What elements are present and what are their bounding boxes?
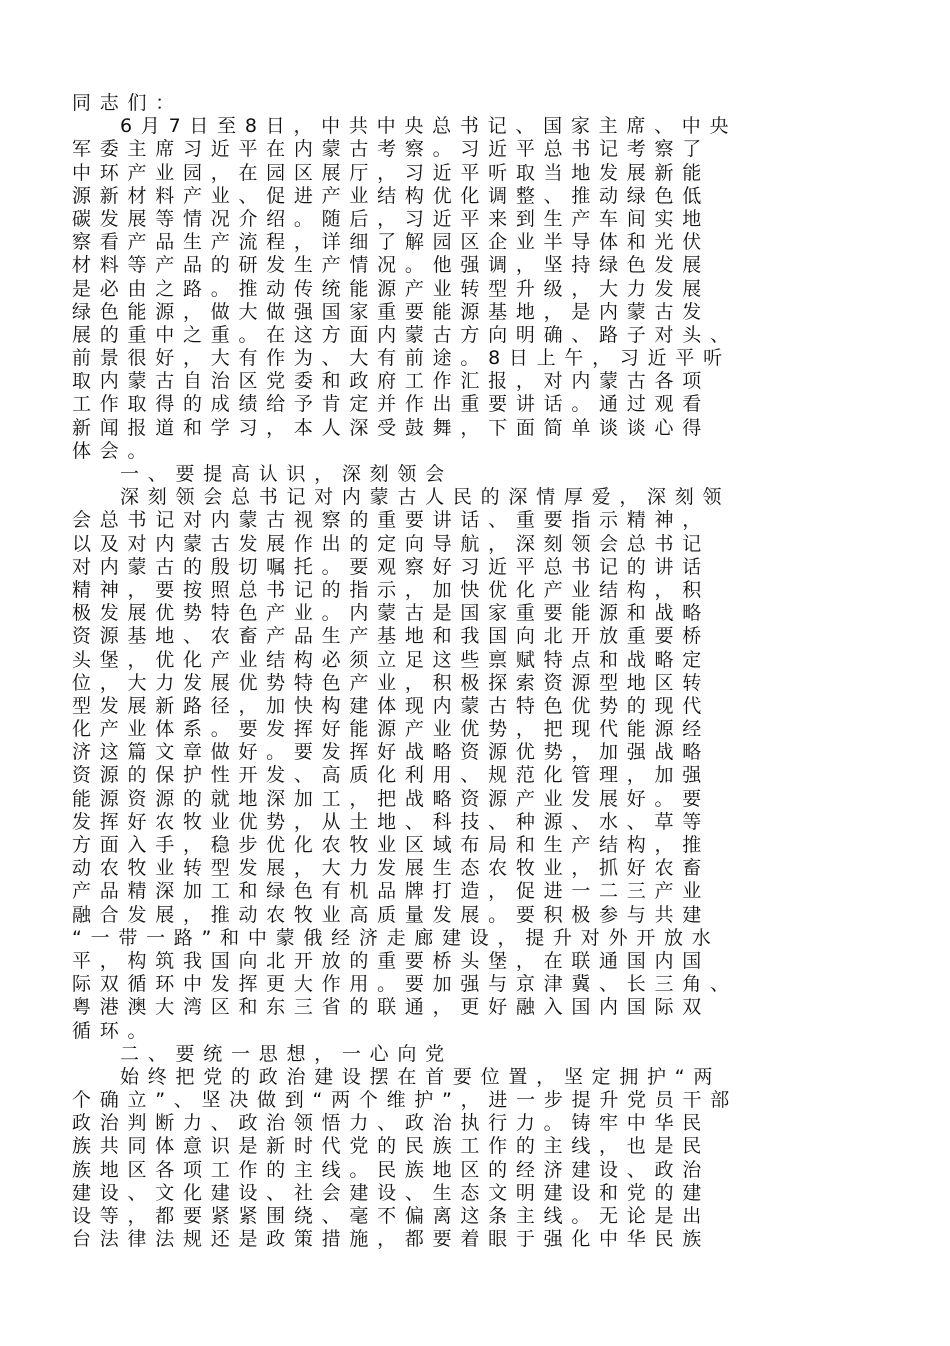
text-line: 资源的保护性开发、高质化利用、规范化管理，加强	[72, 764, 711, 787]
text-line: 族地区各项工作的主线。民族地区的经济建设、政治	[72, 1158, 711, 1181]
text-line: 资源基地、农畜产品生产基地和我国向北开放重要桥	[72, 625, 711, 648]
text-line: 工作取得的成绩给予肯定并作出重要讲话。通过观看	[72, 393, 711, 416]
text-line: 6月7日至8日，中共中央总书记、国家主席、中央	[120, 115, 738, 138]
text-line: 粤港澳大湾区和东三省的联通，更好融入国内国际双	[72, 996, 711, 1019]
text-line: 碳发展等情况介绍。随后，习近平来到生产车间实地	[72, 207, 711, 230]
text-line: 设等，都要紧紧围绕、毫不偏离这条主线。无论是出	[72, 1205, 711, 1227]
text-line: 材料等产品的研发生产情况。他强调，坚持绿色发展	[72, 254, 711, 277]
text-line: 平，构筑我国向北开放的重要桥头堡，在联通国内国	[72, 949, 711, 972]
text-line: 察看产品生产流程，详细了解园区企业半导体和光伏	[72, 231, 711, 254]
text-line: 型发展新路径，加快构建体现内蒙古特色优势的现代	[72, 694, 711, 717]
section-heading-1: 一、要提高认识，深刻领会	[120, 463, 453, 485]
salutation: 同志们：	[72, 92, 183, 114]
document-body	[72, 92, 872, 1251]
text-line: 位，大力发展优势特色产业，积极探索资源型地区转	[72, 671, 711, 694]
text-line: 个确立”、坚决做到“两个维护”，进一步提升党员干部	[72, 1089, 739, 1112]
text-line: 极发展优势特色产业。内蒙古是国家重要能源和战略	[72, 602, 711, 625]
text-line: 中环产业园，在园区展厅，习近平听取当地发展新能	[72, 161, 711, 184]
text-line: 对内蒙古的殷切嘱托。要观察好习近平总书记的讲话	[72, 555, 711, 578]
text-line: 绿色能源，做大做强国家重要能源基地，是内蒙古发	[72, 300, 711, 323]
text-line: 前景很好，大有作为、大有前途。8日上午，习近平听	[72, 347, 731, 370]
text-line: 以及对内蒙古发展作出的定向导航，深刻领会总书记	[72, 532, 711, 555]
text-line: 源新材料产业、促进产业结构优化调整、推动绿色低	[72, 184, 711, 207]
text-line: 新闻报道和学习，本人深受鼓舞，下面简单谈谈心得	[72, 416, 711, 439]
text-line: 精神，要按照总书记的指示，加快优化产业结构，积	[72, 578, 711, 601]
text-line: 济这篇文章做好。要发挥好战略资源优势，加强战略	[72, 741, 711, 764]
text-line: 动农牧业转型发展，大力发展生态农牧业，抓好农畜	[72, 857, 711, 880]
text-line: 始终把党的政治建设摆在首要位置，坚定拥护“两	[120, 1065, 722, 1088]
text-line: 会总书记对内蒙古视察的重要讲话、重要指示精神，	[72, 509, 711, 532]
text-line: 深刻领会总书记对内蒙古人民的深情厚爱，深刻领	[120, 486, 731, 509]
text-line: 台法律法规还是政策措施，都要着眼于强化中华民族	[72, 1228, 711, 1251]
text-line: 是必由之路。推动传统能源产业转型升级，大力发展	[72, 277, 711, 300]
text-line: 体会。	[72, 439, 156, 462]
text-line: 展的重中之重。在这方面内蒙古方向明确、路子对头、	[72, 323, 738, 346]
text-line: 军委主席习近平在内蒙古考察。习近平总书记考察了	[72, 138, 711, 161]
text-line: 发挥好农牧业优势，从土地、科技、种源、水、草等	[72, 810, 711, 833]
text-line: “一带一路”和中蒙俄经济走廊建设，提升对外开放水	[72, 926, 720, 949]
text-line: 政治判断力、政治领悟力、政治执行力。铸牢中华民	[72, 1112, 711, 1135]
text-line: 能源资源的就地深加工，把战略资源产业发展好。要	[72, 787, 711, 810]
text-line: 建设、文化建设、社会建设、生态文明建设和党的建	[72, 1181, 711, 1204]
text-line: 族共同体意识是新时代党的民族工作的主线，也是民	[72, 1135, 711, 1158]
text-line: 融合发展，推动农牧业高质量发展。要积极参与共建	[72, 903, 711, 926]
text-line: 际双循环中发挥更大作用。要加强与京津冀、长三角、	[72, 973, 738, 996]
text-line: 化产业体系。要发挥好能源产业优势，把现代能源经	[72, 718, 711, 741]
text-line: 循环。	[72, 1019, 156, 1042]
text-line: 头堡，优化产业结构必须立足这些禀赋特点和战略定	[72, 648, 711, 671]
text-line: 取内蒙古自治区党委和政府工作汇报，对内蒙古各项	[72, 370, 711, 393]
text-line: 方面入手，稳步优化农牧业区域布局和生产结构，推	[72, 834, 711, 856]
text-line: 产品精深加工和绿色有机品牌打造，促进一二三产业	[72, 880, 711, 903]
section-heading-2: 二、要统一思想，一心向党	[120, 1042, 453, 1065]
